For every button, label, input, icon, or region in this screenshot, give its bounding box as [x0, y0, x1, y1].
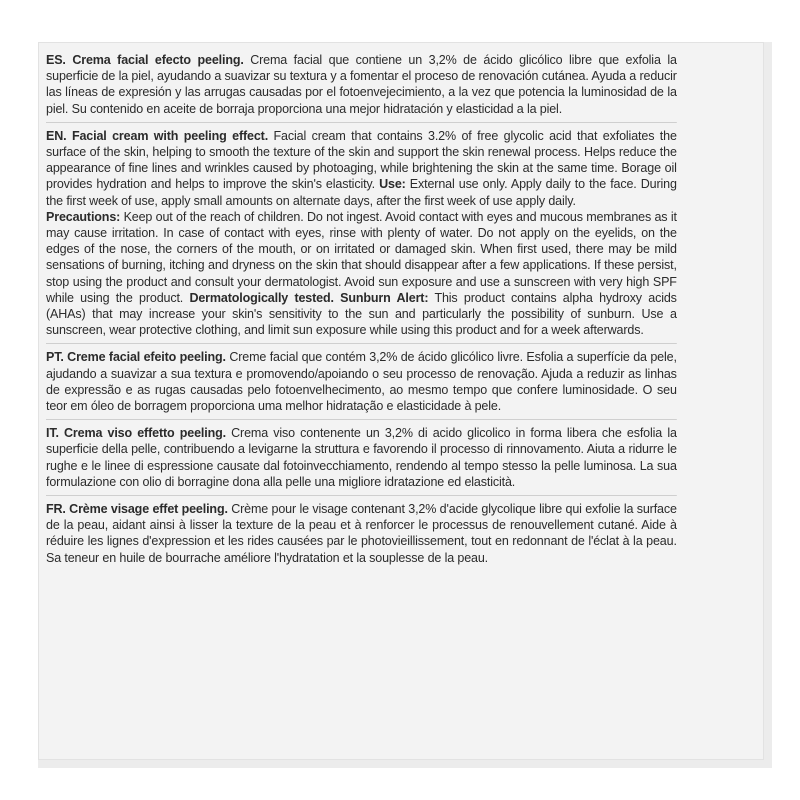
section-fr-text: Crème pour le visage contenant 3,2% d'acide glycolique libre qui exfolie la surface de la peau, aidant ainsi à lisser la texture de la peau et à renforcer le processus de renouvellement cutané. Aide à réduire les lignes d'expression et les rides causées par le photovieillissement, tout en redonnant de l'éclat à la peau. Sa teneur en huile de bourrache améliore l'hydratation et la souplesse de la peau. — [46, 501, 677, 565]
section-en-paragraph — [46, 128, 677, 339]
box-bottom-edge — [38, 760, 772, 768]
section-es — [46, 50, 677, 123]
sunburn-alert-text: This product contains alpha hydroxy acids (AHAs) that may increase your skin's sensitivity to the sun and particularly the possibility of sunburn. Use a sunscreen, wear protective clothing, and limit sun exposure while using this product and for a week afterwards. — [46, 289, 677, 338]
section-it-title: IT. Crema viso effetto peeling. — [46, 425, 226, 441]
box-side-edge — [764, 42, 772, 760]
section-es-text: Crema facial que contiene un 3,2% de ácido glicólico libre que exfolia la superficie de la piel, ayudando a suavizar su textura y a fomentar el proceso de renovación cutánea. Ayuda a reducir las líneas de expresión y las arrugas causadas por el fotoenvejecimiento, a la vez que potencia la luminosidad de la piel. Su contenido en aceite de borraja proporciona una mejor hidratación y elasticidad a la piel. — [46, 52, 677, 116]
precautions-text: Keep out of the reach of children. Do not ingest. Avoid contact with eyes and mucous membranes as it may cause irritation. In case of contact with eyes, rinse with plenty of water. Do not apply on the eyelids, on the edges of the nose, the corners of the mouth, or on irritated or damaged skin. When first used, there may be mild sensations of burning, itching and dryness on the skin that should disappear after a few applications. If these persist, stop using the product and consult your dermatologist. Avoid sun exposure and use a sunscreen with very high SPF while using the product. — [46, 208, 677, 305]
use-label: Use: — [374, 176, 406, 192]
section-fr-title: FR. Crème visage effet peeling. — [46, 501, 228, 517]
section-en-title: EN. Facial cream with peeling effect. — [46, 127, 269, 143]
dermatologically-tested-label: Dermatologically tested. — [183, 289, 334, 305]
section-fr-paragraph — [46, 501, 677, 566]
section-pt-text: Creme facial que contém 3,2% de ácido glicólico livre. Esfolia a superfície da pele, ajudando a suavizar a sua textura e promovendo/apoiando o seu processo de renovação. Ajuda a reduzir as linhas de expressão e as rugas causadas pelo fotoenvelhecimento, ao mesmo tempo que confere luminosidade. O seu teor em óleo de borragem proporciona uma melhor hidratação e elasticidade à pele. — [46, 349, 677, 414]
section-it — [46, 423, 677, 496]
section-it-paragraph — [46, 425, 677, 490]
section-es-title: ES. Crema facial efecto peeling. — [46, 52, 244, 67]
use-text: External use only. Apply daily to the face. During the first week of use, apply small amounts on alternate days, after the first week of use apply daily. — [46, 176, 677, 208]
sunburn-alert-label: Sunburn Alert: — [333, 289, 429, 305]
product-label-text — [46, 50, 677, 574]
section-pt — [46, 347, 677, 420]
section-en — [46, 126, 677, 345]
section-it-text: Crema viso contenente un 3,2% di acido glicolico in forma libera che esfolia la superficie della pelle, contribuendo a levigarne la struttura e favorendo il processo di rinnovamento. Aiuta a ridurre le rughe e le linee di espressione causate dal fotoinvecchiamento, rendendo al tempo stesso la pelle luminosa. La sua formulazione con olio di borragine dona alla pelle una migliore idratazione ed elasticità. — [46, 425, 677, 489]
section-es-paragraph — [46, 52, 677, 117]
section-pt-paragraph — [46, 349, 677, 414]
section-pt-title: PT. Creme facial efeito peeling. — [46, 349, 226, 365]
section-en-description: Facial cream that contains 3.2% of free glycolic acid that exfoliates the surface of the skin, helping to smooth the texture of the skin and support the skin renewal process. Helps reduce the appearance of fine lines and wrinkles caused by photoaging, while brightening the skin at the same time. Borage oil provides hydration and helps to improve the skin's elasticity. — [46, 127, 677, 192]
section-fr — [46, 499, 677, 571]
precautions-label: Precautions: — [46, 208, 121, 224]
